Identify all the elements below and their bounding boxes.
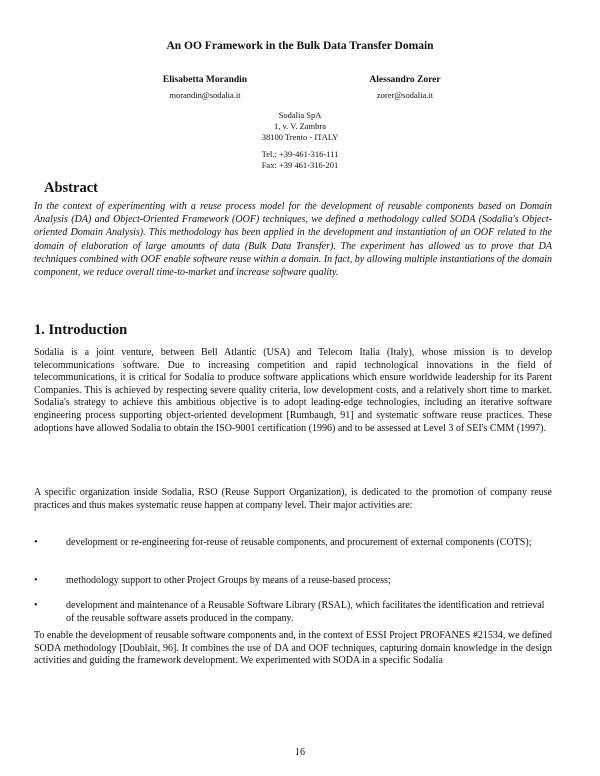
author-block-1 [120, 75, 290, 100]
abstract-heading: Abstract [44, 180, 98, 196]
list-item: • methodology support to other Project Groups by means of a reuse-based process; [34, 575, 552, 588]
introduction-heading: 1. Introduction [34, 322, 128, 338]
page-number: 16 [295, 747, 305, 758]
affiliation-city: 38100 Trento - ITALY [261, 132, 339, 142]
affiliation-fax: Fax: +39 461-316-201 [261, 160, 339, 170]
author-name: Elisabetta Morandin [162, 75, 248, 85]
affiliation-company: Sodalia SpA [278, 110, 322, 120]
author-block-2 [330, 75, 480, 100]
intro-paragraph-2: A specific organization inside Sodalia, RSO (Reuse Support Organization), is dedicated to the promotion of company reuse practices and thus makes systematic reuse happen at company level. Their major activities are: [34, 487, 552, 511]
author-email: zorer@sodalia.it [376, 90, 434, 100]
intro-paragraph-3: To enable the development of reusable software components and, in the context of ESSI Project PROFANES #21534, we defined SODA methodology [Doublait, 96]. It combines the use of DA and OOF techniques, capturing domain knowledge in the design activities and guiding the framework development. We experimented with SODA in a specific Sodalia [34, 630, 552, 667]
affiliation [0, 110, 600, 171]
affiliation-tel: Tel.: +39-461-316-111 [261, 149, 339, 159]
list-item: • development or re-engineering for-reuse of reusable components, and procurement of external components (COTS); [34, 537, 552, 550]
author-email: morandin@sodalia.it [169, 90, 241, 100]
author-name: Alessandro Zorer [369, 75, 441, 85]
intro-paragraph-1: Sodalia is a joint venture, between Bell Atlantic (USA) and Telecom Italia (Italy), whose mission is to develop telecommunications software. Due to increasing competition and rapid technological innovations in the field of telecommunications, it is critical for Sodalia to produce software applications which ensure worldwide leadership for its Parent Companies. This is achieved by respecting severe quality criteria, low development costs, and a relatively short time to market. Sodalia's strategy to achieve this ambitious objective is to adopt leading-edge technologies, including an iterative software engineering process supporting object-oriented development [Rumbaugh, 91] and systematic software reuse practices. These adoptions have allowed Sodalia to obtain the ISO-9001 certification (1996) and to be assessed at Level 3 of SEI's CMM (1997). [34, 347, 552, 434]
list-item: • development and maintenance of a Reusable Software Library (RSAL), which facilitates the identification and retrieval of the reusable software assets produced in the company. [34, 600, 552, 625]
paper-title: An OO Framework in the Bulk Data Transfer Domain [166, 40, 434, 52]
abstract-text: In the context of experimenting with a reuse process model for the development of reusable components based on Domain Analysis (DA) and Object-Oriented Framework (OOF) techniques, we defined a methodology called SODA (Sodalia's Object-oriented Domain Analysis). This methodology has been applied in the development and instantiation of an OOF related to the domain of elaboration of large amounts of data (Bulk Data Transfer). The experiment has allowed us to prove that DA techniques combined with OOF enable software reuse within a domain. In fact, by allowing multiple instantiations of the domain component, we reduce overall time-to-market and increase software quality. [34, 201, 552, 279]
affiliation-street: 1, v. V. Zambra [273, 121, 327, 131]
